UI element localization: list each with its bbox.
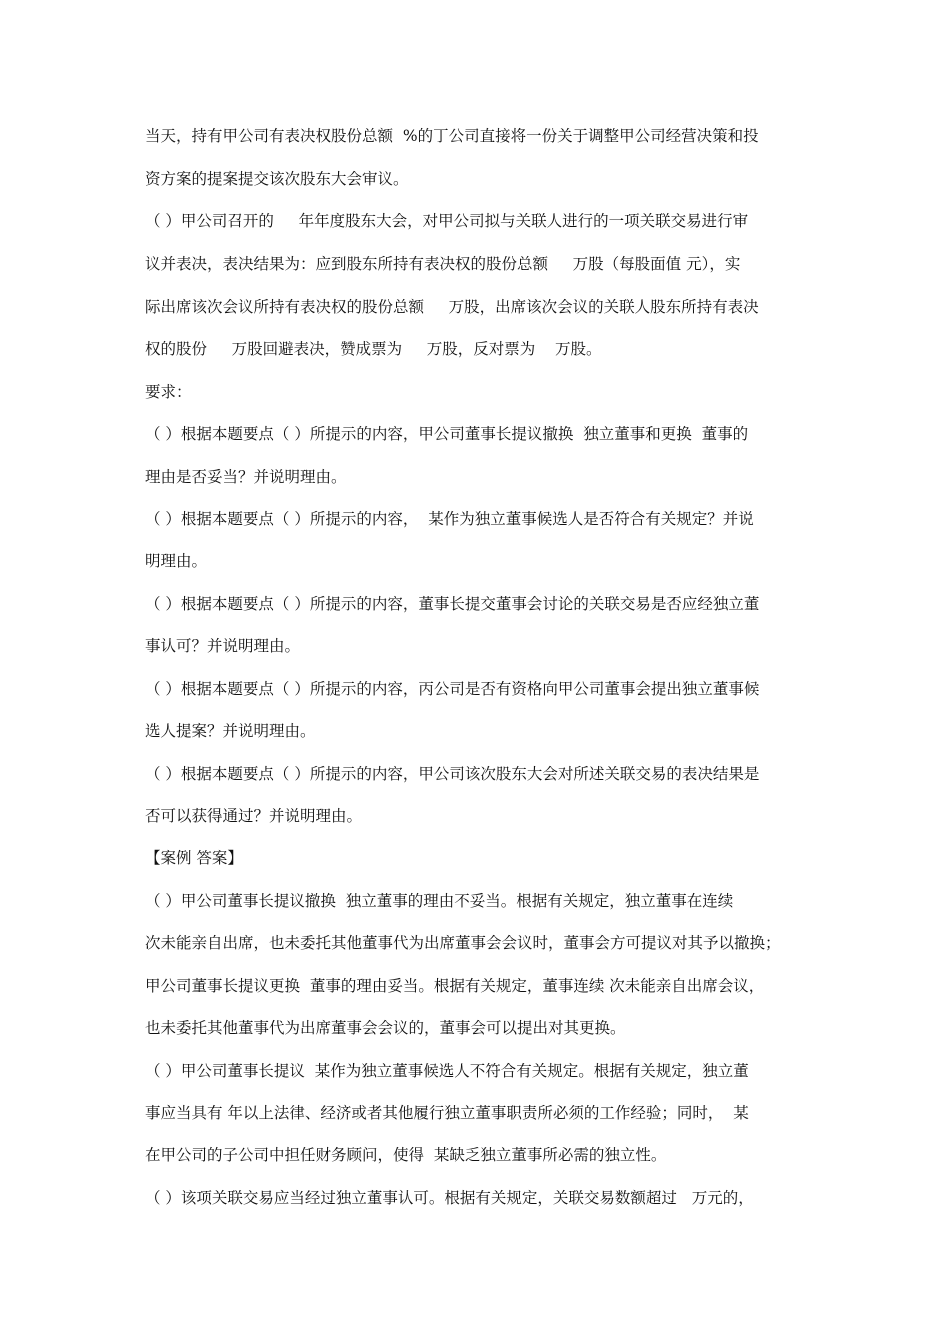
text-line: 议并表决，表决结果为：应到股东所持有表决权的股份总额 万股（每股面值 元），实 bbox=[145, 255, 741, 273]
text-line: 否可以获得通过？并说明理由。 bbox=[145, 807, 363, 825]
text-line: 明理由。 bbox=[145, 552, 208, 570]
text-line: 也未委托其他董事代为出席董事会会议的，董事会可以提出对其更换。 bbox=[145, 1019, 626, 1037]
text-line: 资方案的提案提交该次股东大会审议。 bbox=[145, 170, 409, 188]
text-line: （ ）根据本题要点（ ）所提示的内容，甲公司董事长提议撤换 独立董事和更换 董事的 bbox=[145, 425, 749, 443]
text-line: 事应当具有 年以上法律、经济或者其他履行独立董事职责所必须的工作经验；同时， 某 bbox=[145, 1104, 749, 1122]
text-line: （ ）甲公司董事长提议 某作为独立董事候选人不符合有关规定。根据有关规定，独立董 bbox=[145, 1062, 749, 1080]
text-line: （ ）该项关联交易应当经过独立董事认可。根据有关规定，关联交易数额超过 万元的， bbox=[145, 1189, 754, 1207]
text-line: （ ）甲公司召开的 年年度股东大会，对甲公司拟与关联人进行的一项关联交易进行审 bbox=[145, 212, 749, 230]
text-line: （ ）根据本题要点（ ）所提示的内容， 某作为独立董事候选人是否符合有关规定？并说 bbox=[145, 510, 754, 528]
text-line: 理由是否妥当？并说明理由。 bbox=[145, 468, 347, 486]
text-line: 在甲公司的子公司中担任财务顾问，使得 某缺乏独立董事所必需的独立性。 bbox=[145, 1146, 667, 1164]
text-line: 甲公司董事长提议更换 董事的理由妥当。根据有关规定，董事连续 次未能亲自出席会议， bbox=[145, 977, 765, 995]
text-line: 当天，持有甲公司有表决权股份总额 %的丁公司直接将一份关于调整甲公司经营决策和投 bbox=[145, 127, 759, 145]
text-line: 事认可？并说明理由。 bbox=[145, 637, 301, 655]
text-line: （ ）根据本题要点（ ）所提示的内容，董事长提交董事会讨论的关联交易是否应经独立董 bbox=[145, 595, 760, 613]
text-line: （ ）根据本题要点（ ）所提示的内容，丙公司是否有资格向甲公司董事会提出独立董事候 bbox=[145, 680, 760, 698]
section-heading: 【案例 答案】 bbox=[145, 849, 243, 867]
text-line: 权的股份 万股回避表决，赞成票为 万股，反对票为 万股。 bbox=[145, 340, 602, 358]
text-line: 选人提案？并说明理由。 bbox=[145, 722, 316, 740]
text-line: 际出席该次会议所持有表决权的股份总额 万股，出席该次会议的关联人股东所持有表决 bbox=[145, 298, 759, 316]
text-line: （ ）根据本题要点（ ）所提示的内容，甲公司该次股东大会对所述关联交易的表决结果是 bbox=[145, 765, 760, 783]
text-line: （ ）甲公司董事长提议撤换 独立董事的理由不妥当。根据有关规定，独立董事在连续 bbox=[145, 892, 734, 910]
text-line: 次未能亲自出席，也未委托其他董事代为出席董事会会议时，董事会方可提议对其予以撤换； bbox=[145, 934, 781, 952]
section-heading: 要求： bbox=[145, 383, 192, 401]
